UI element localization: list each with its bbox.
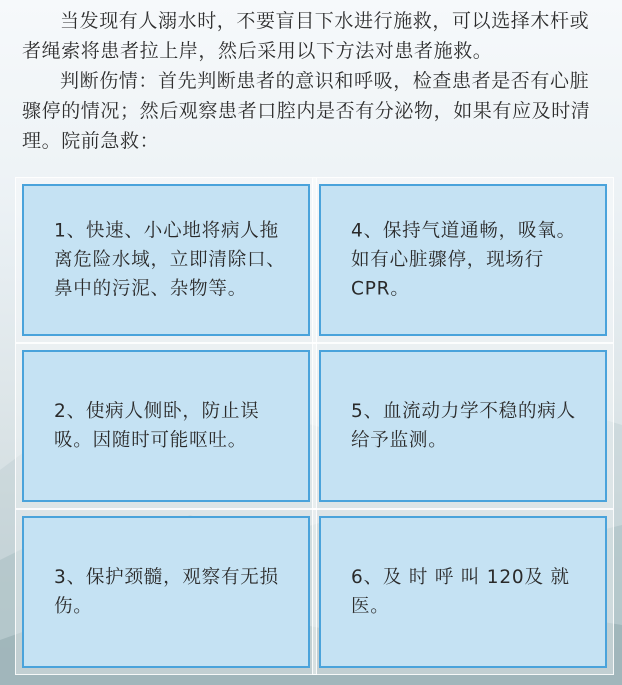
- step-card-6: [319, 516, 607, 668]
- step-card-4: [319, 184, 607, 336]
- step-text-1: 1、快速、小心地将病人拖离危险水域，立即清除口、鼻中的污泥、杂物等。: [54, 220, 286, 300]
- step-card-2: [22, 350, 310, 502]
- intro-text: [22, 6, 606, 156]
- intro-paragraph-1: 当发现有人溺水时，不要盲目下水进行施救，可以选择木杆或者绳索将患者拉上岸，然后采用以下方法对患者施救。: [22, 10, 590, 62]
- step-text-5: 5、血流动力学不稳的病人给予监测。: [351, 401, 576, 451]
- step-text-3: 3、保护颈髓，观察有无损伤。: [54, 567, 279, 617]
- intro-paragraph-2: 判断伤情：首先判断患者的意识和呼吸，检查患者是否有心脏骤停的情况；然后观察患者口腔内是否有分泌物，如果有应及时清理。院前急救：: [22, 70, 591, 152]
- step-text-6: 6、及 时 呼 叫 120及 就医。: [351, 567, 570, 617]
- step-text-4: 4、保持气道通畅，吸氧。如有心脏骤停，现场行CPR。: [351, 220, 576, 300]
- step-card-5: [319, 350, 607, 502]
- step-text-2: 2、使病人侧卧，防止误吸。因随时可能呕吐。: [54, 401, 260, 451]
- step-card-3: [22, 516, 310, 668]
- step-card-1: [22, 184, 310, 336]
